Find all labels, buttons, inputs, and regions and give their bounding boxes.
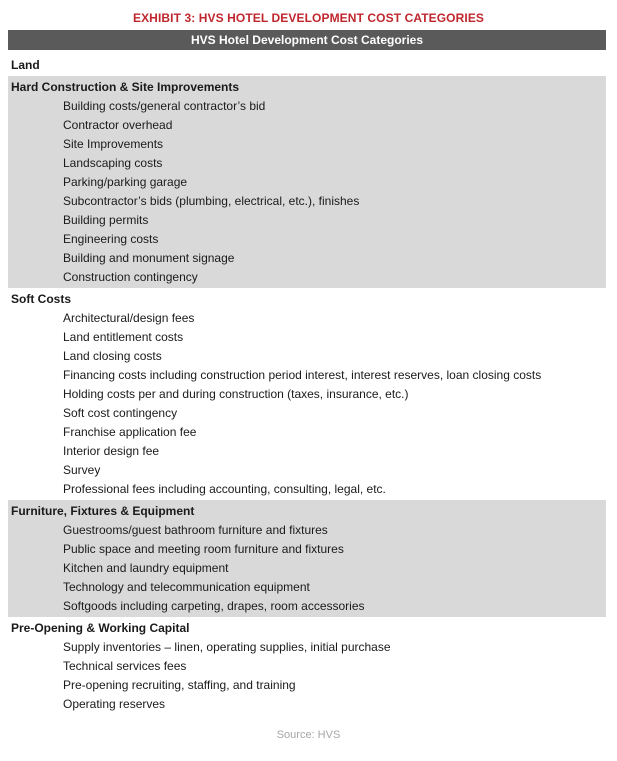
cost-item: Architectural/design fees bbox=[63, 311, 195, 325]
cost-item: Building and monument signage bbox=[63, 251, 235, 265]
cost-item: Interior design fee bbox=[63, 444, 160, 458]
cost-item: Parking/parking garage bbox=[63, 175, 188, 189]
cost-item: Technology and telecommunication equipment bbox=[63, 580, 310, 594]
cost-item: Survey bbox=[63, 463, 101, 477]
cost-categories-table bbox=[8, 54, 606, 715]
section-title: Soft Costs bbox=[11, 292, 71, 306]
cost-item: Public space and meeting room furniture and fixtures bbox=[63, 542, 344, 556]
cost-item: Supply inventories – linen, operating supplies, initial purchase bbox=[63, 640, 391, 654]
source-note: Source: HVS bbox=[276, 729, 341, 741]
cost-item: Financing costs including construction period interest, interest reserves, loan closing costs bbox=[63, 368, 542, 382]
cost-section bbox=[8, 500, 606, 617]
cost-section bbox=[8, 76, 606, 288]
section-title: Land bbox=[11, 58, 40, 72]
cost-item: Softgoods including carpeting, drapes, room accessories bbox=[63, 599, 365, 613]
cost-item: Technical services fees bbox=[63, 659, 187, 673]
section-title: Hard Construction & Site Improvements bbox=[11, 80, 240, 94]
cost-item: Construction contingency bbox=[63, 270, 198, 284]
table-header: HVS Hotel Development Cost Categories bbox=[8, 30, 606, 50]
cost-item: Guestrooms/guest bathroom furniture and fixtures bbox=[63, 523, 328, 537]
cost-item: Soft cost contingency bbox=[63, 406, 178, 420]
cost-item: Land entitlement costs bbox=[63, 330, 184, 344]
cost-item: Site Improvements bbox=[63, 137, 164, 151]
cost-item: Land closing costs bbox=[63, 349, 162, 363]
exhibit-title: EXHIBIT 3: HVS HOTEL DEVELOPMENT COST CATEGORIES bbox=[132, 11, 485, 25]
cost-item: Kitchen and laundry equipment bbox=[63, 561, 229, 575]
cost-item: Building costs/general contractor’s bid bbox=[63, 99, 266, 113]
cost-item: Professional fees including accounting, consulting, legal, etc. bbox=[63, 482, 386, 496]
cost-item: Contractor overhead bbox=[63, 118, 173, 132]
cost-item: Landscaping costs bbox=[63, 156, 163, 170]
cost-item: Holding costs per and during construction (taxes, insurance, etc.) bbox=[63, 387, 409, 401]
cost-item: Pre-opening recruiting, staffing, and training bbox=[63, 678, 296, 692]
cost-section bbox=[8, 54, 606, 76]
cost-section bbox=[8, 617, 606, 715]
cost-item: Operating reserves bbox=[63, 697, 166, 711]
section-title: Furniture, Fixtures & Equipment bbox=[11, 504, 195, 518]
cost-item: Building permits bbox=[63, 213, 149, 227]
cost-item: Subcontractor’s bids (plumbing, electrical, etc.), finishes bbox=[63, 194, 360, 208]
cost-section bbox=[8, 288, 606, 500]
cost-item: Engineering costs bbox=[63, 232, 159, 246]
cost-item: Franchise application fee bbox=[63, 425, 197, 439]
section-title: Pre-Opening & Working Capital bbox=[11, 621, 190, 635]
